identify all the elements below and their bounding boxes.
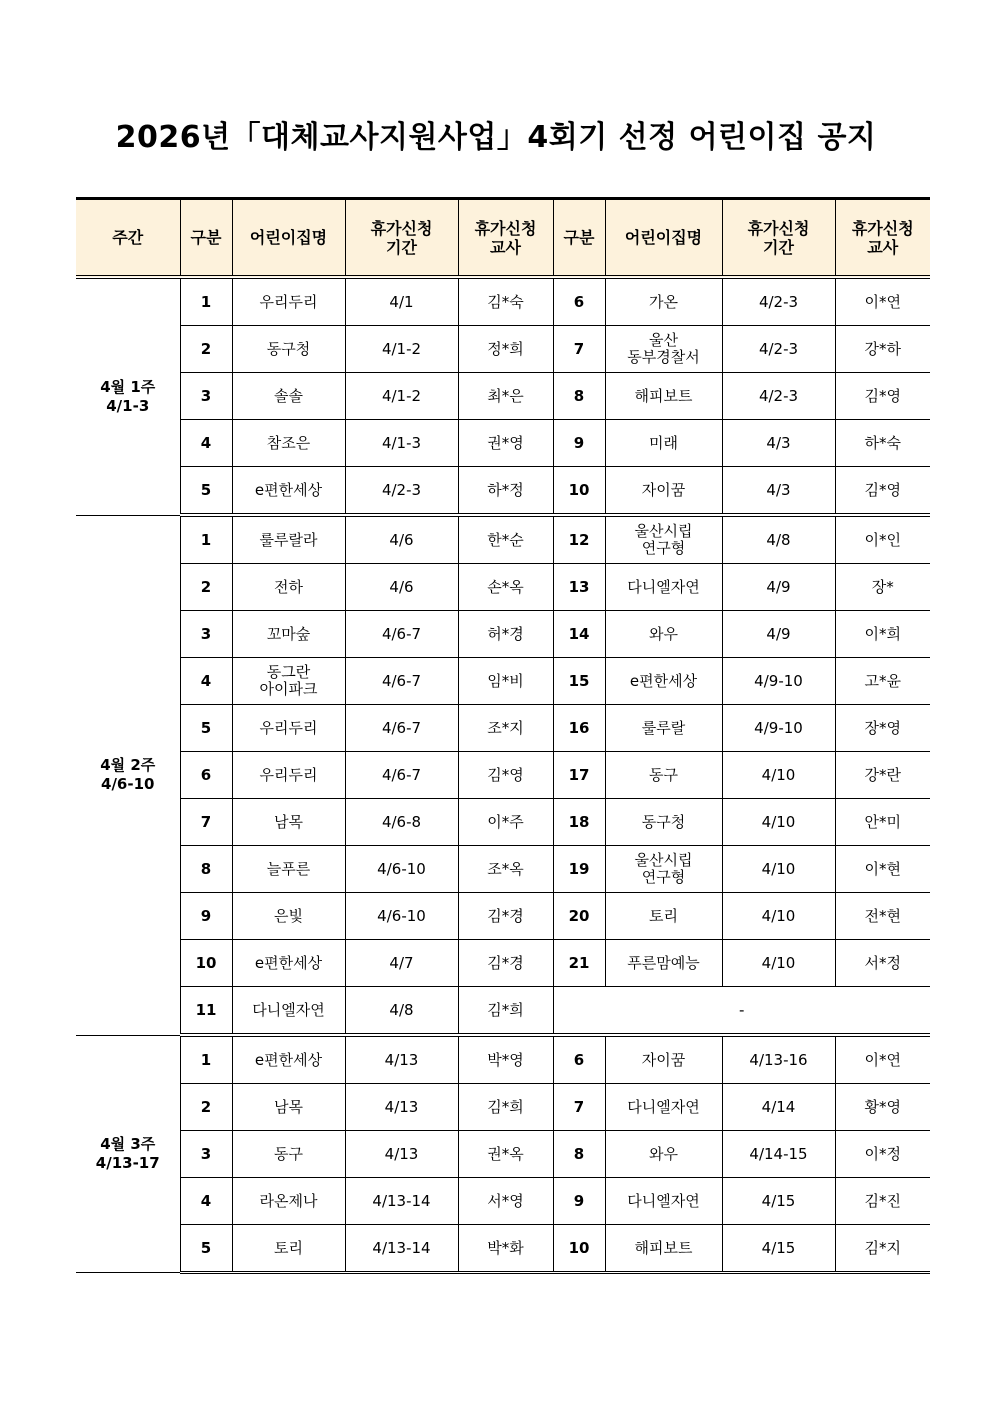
center-name: 동구 (605, 752, 722, 799)
center-name: 해피보트 (605, 373, 722, 420)
leave-period: 4/8 (345, 987, 458, 1036)
center-name: 푸른맘예능 (605, 940, 722, 987)
row-number: 17 (553, 752, 605, 799)
row-number: 1 (180, 1035, 232, 1084)
center-name: 미래 (605, 420, 722, 467)
week-label (76, 1035, 180, 1273)
teacher-name: 김*영 (458, 752, 553, 799)
selection-table (76, 197, 930, 1274)
leave-period: 4/3 (722, 467, 835, 516)
center-name: 동구청 (232, 326, 345, 373)
row-number: 8 (553, 373, 605, 420)
leave-period: 4/13-16 (722, 1035, 835, 1084)
leave-period: 4/13 (345, 1035, 458, 1084)
row-number: 1 (180, 277, 232, 326)
row-number: 2 (180, 1084, 232, 1131)
center-name: e편한세상 (232, 467, 345, 516)
center-name: 꼬마숲 (232, 611, 345, 658)
table-row (76, 373, 930, 420)
teacher-name: 박*영 (458, 1035, 553, 1084)
teacher-name: 이*현 (835, 846, 930, 893)
teacher-name: 이*연 (835, 1035, 930, 1084)
header-teacher-2-line1: 휴가신청 (851, 218, 914, 238)
center-name: 울산 동부경찰서 (605, 326, 722, 373)
center-name: 울산시립 연구형 (605, 515, 722, 564)
leave-period: 4/6-10 (345, 893, 458, 940)
week-label-line1: 4월 1주 (100, 377, 156, 396)
center-name: 울산시립 연구형 (605, 846, 722, 893)
teacher-name: 권*옥 (458, 1131, 553, 1178)
row-number: 6 (553, 277, 605, 326)
row-number: 14 (553, 611, 605, 658)
center-name: 다니엘자연 (605, 1084, 722, 1131)
teacher-name: 이*인 (835, 515, 930, 564)
header-period-2-line2: 기간 (763, 237, 794, 257)
teacher-name: 전*현 (835, 893, 930, 940)
center-name: 남목 (232, 1084, 345, 1131)
row-number: 16 (553, 705, 605, 752)
center-name: 동그란 아이파크 (232, 658, 345, 705)
table-row (76, 420, 930, 467)
teacher-name: 장*영 (835, 705, 930, 752)
teacher-name: 이*주 (458, 799, 553, 846)
leave-period: 4/2-3 (345, 467, 458, 516)
teacher-name: 하*정 (458, 467, 553, 516)
leave-period: 4/10 (722, 940, 835, 987)
row-number: 9 (180, 893, 232, 940)
center-name: 다니엘자연 (605, 564, 722, 611)
teacher-name: 강*하 (835, 326, 930, 373)
header-teacher-line1: 휴가신청 (474, 218, 537, 238)
header-period (345, 199, 458, 278)
leave-period: 4/9-10 (722, 658, 835, 705)
teacher-name: 황*영 (835, 1084, 930, 1131)
center-name: 해피보트 (605, 1225, 722, 1273)
teacher-name: 서*영 (458, 1178, 553, 1225)
center-name: 토리 (605, 893, 722, 940)
row-number: 5 (180, 1225, 232, 1273)
teacher-name: 최*은 (458, 373, 553, 420)
center-name: 남목 (232, 799, 345, 846)
center-name: 라온제나 (232, 1178, 345, 1225)
teacher-name: 김*경 (458, 893, 553, 940)
leave-period: 4/6-7 (345, 658, 458, 705)
teacher-name: 권*영 (458, 420, 553, 467)
center-name: 자이꿈 (605, 467, 722, 516)
row-number: 18 (553, 799, 605, 846)
table-row (76, 611, 930, 658)
table-row (76, 564, 930, 611)
row-number: 8 (180, 846, 232, 893)
center-name: 참조은 (232, 420, 345, 467)
row-number: 2 (180, 326, 232, 373)
center-name: 와우 (605, 611, 722, 658)
leave-period: 4/1-2 (345, 326, 458, 373)
center-name: 우리두리 (232, 277, 345, 326)
teacher-name: 서*정 (835, 940, 930, 987)
week-label-line1: 4월 3주 (100, 1134, 156, 1153)
teacher-name: 김*진 (835, 1178, 930, 1225)
teacher-name: 장* (835, 564, 930, 611)
week-label-line2: 4/1-3 (106, 396, 150, 415)
leave-period: 4/6 (345, 564, 458, 611)
row-number: 13 (553, 564, 605, 611)
header-period-line2: 기간 (386, 237, 417, 257)
leave-period: 4/3 (722, 420, 835, 467)
center-name: 동구 (232, 1131, 345, 1178)
teacher-name: 강*란 (835, 752, 930, 799)
leave-period: 4/15 (722, 1225, 835, 1273)
center-name: 룰루랄라 (232, 515, 345, 564)
leave-period: 4/14-15 (722, 1131, 835, 1178)
teacher-name: 이*연 (835, 277, 930, 326)
leave-period: 4/2-3 (722, 373, 835, 420)
center-name: 동구청 (605, 799, 722, 846)
teacher-name: 김*경 (458, 940, 553, 987)
table-row (76, 515, 930, 564)
row-number: 1 (180, 515, 232, 564)
table-row (76, 893, 930, 940)
leave-period: 4/6-10 (345, 846, 458, 893)
center-name: 룰루랄 (605, 705, 722, 752)
header-name-2: 어린이집명 (605, 199, 722, 278)
leave-period: 4/7 (345, 940, 458, 987)
leave-period: 4/2-3 (722, 326, 835, 373)
teacher-name: 김*숙 (458, 277, 553, 326)
header-teacher-2-line2: 교사 (867, 237, 899, 257)
header-no: 구분 (180, 199, 232, 278)
leave-period: 4/6-7 (345, 752, 458, 799)
row-number: 3 (180, 611, 232, 658)
row-number: 10 (180, 940, 232, 987)
row-number: 5 (180, 705, 232, 752)
week-label-line2: 4/13-17 (95, 1153, 160, 1172)
table-row (76, 277, 930, 326)
page-title: 2026년「대체교사지원사업」4회기 선정 어린이집 공지 (115, 120, 877, 155)
center-name: e편한세상 (232, 1035, 345, 1084)
center-name: 우리두리 (232, 705, 345, 752)
row-number: 9 (553, 1178, 605, 1225)
table-row (76, 1131, 930, 1178)
table-row (76, 752, 930, 799)
row-number: 7 (553, 326, 605, 373)
row-number: 8 (553, 1131, 605, 1178)
leave-period: 4/9-10 (722, 705, 835, 752)
table-row (76, 658, 930, 705)
teacher-name: 박*화 (458, 1225, 553, 1273)
leave-period: 4/10 (722, 846, 835, 893)
row-number: 10 (553, 467, 605, 516)
table-row (76, 326, 930, 373)
teacher-name: 조*옥 (458, 846, 553, 893)
leave-period: 4/1 (345, 277, 458, 326)
week-label-line2: 4/6-10 (101, 775, 155, 793)
header-name: 어린이집명 (232, 199, 345, 278)
teacher-name: 조*지 (458, 705, 553, 752)
row-number: 19 (553, 846, 605, 893)
table-row (76, 987, 930, 1036)
table-row (76, 1035, 930, 1084)
leave-period: 4/14 (722, 1084, 835, 1131)
teacher-name: 손*옥 (458, 564, 553, 611)
leave-period: 4/6-7 (345, 611, 458, 658)
center-name: 늘푸른 (232, 846, 345, 893)
center-name: 다니엘자연 (605, 1178, 722, 1225)
row-number: 6 (553, 1035, 605, 1084)
header-period-2-line1: 휴가신청 (747, 218, 810, 238)
center-name: e편한세상 (605, 658, 722, 705)
center-name: 은빛 (232, 893, 345, 940)
row-number: 4 (180, 420, 232, 467)
table-row (76, 467, 930, 516)
row-number: 5 (180, 467, 232, 516)
center-name: 토리 (232, 1225, 345, 1273)
teacher-name: 김*희 (458, 1084, 553, 1131)
leave-period: 4/6-8 (345, 799, 458, 846)
row-number: 2 (180, 564, 232, 611)
teacher-name: 김*영 (835, 373, 930, 420)
teacher-name: 한*순 (458, 515, 553, 564)
teacher-name: 이*희 (835, 611, 930, 658)
teacher-name: 김*지 (835, 1225, 930, 1273)
teacher-name: 허*경 (458, 611, 553, 658)
center-name: 자이꿈 (605, 1035, 722, 1084)
row-number: 10 (553, 1225, 605, 1273)
leave-period: 4/8 (722, 515, 835, 564)
header-teacher-line2: 교사 (490, 237, 521, 257)
center-name: 솔솔 (232, 373, 345, 420)
leave-period: 4/13 (345, 1084, 458, 1131)
table-row (76, 705, 930, 752)
header-period-line1: 휴가신청 (370, 218, 433, 238)
leave-period: 4/2-3 (722, 277, 835, 326)
week-label (76, 277, 180, 515)
table-row (76, 940, 930, 987)
row-number: 9 (553, 420, 605, 467)
teacher-name: 김*영 (835, 467, 930, 516)
row-number: 3 (180, 1131, 232, 1178)
row-number: 12 (553, 515, 605, 564)
row-number: 7 (180, 799, 232, 846)
header-row (76, 199, 930, 278)
week-label (76, 515, 180, 1035)
row-number: 6 (180, 752, 232, 799)
center-name: 전하 (232, 564, 345, 611)
table-row (76, 846, 930, 893)
leave-period: 4/10 (722, 799, 835, 846)
teacher-name: 고*윤 (835, 658, 930, 705)
teacher-name: 하*숙 (835, 420, 930, 467)
leave-period: 4/10 (722, 752, 835, 799)
header-teacher (458, 199, 553, 278)
week-label-line1: 4월 2주 (100, 756, 156, 774)
table-row (76, 1178, 930, 1225)
row-number: 4 (180, 658, 232, 705)
leave-period: 4/9 (722, 611, 835, 658)
empty-cell: - (553, 987, 930, 1036)
header-period-2 (722, 199, 835, 278)
center-name: 가온 (605, 277, 722, 326)
row-number: 20 (553, 893, 605, 940)
leave-period: 4/13-14 (345, 1225, 458, 1273)
leave-period: 4/13-14 (345, 1178, 458, 1225)
teacher-name: 김*희 (458, 987, 553, 1036)
leave-period: 4/6 (345, 515, 458, 564)
header-week: 주간 (76, 199, 180, 278)
leave-period: 4/6-7 (345, 705, 458, 752)
row-number: 15 (553, 658, 605, 705)
row-number: 4 (180, 1178, 232, 1225)
center-name: 다니엘자연 (232, 987, 345, 1036)
table-row (76, 799, 930, 846)
table-body (76, 277, 930, 1273)
header-no-2: 구분 (553, 199, 605, 278)
teacher-name: 이*정 (835, 1131, 930, 1178)
table-row (76, 1225, 930, 1273)
center-name: 우리두리 (232, 752, 345, 799)
table-row (76, 1084, 930, 1131)
center-name: 와우 (605, 1131, 722, 1178)
leave-period: 4/15 (722, 1178, 835, 1225)
leave-period: 4/9 (722, 564, 835, 611)
leave-period: 4/1-3 (345, 420, 458, 467)
teacher-name: 임*비 (458, 658, 553, 705)
teacher-name: 정*희 (458, 326, 553, 373)
row-number: 11 (180, 987, 232, 1036)
header-teacher-2 (835, 199, 930, 278)
leave-period: 4/10 (722, 893, 835, 940)
row-number: 3 (180, 373, 232, 420)
center-name: e편한세상 (232, 940, 345, 987)
row-number: 21 (553, 940, 605, 987)
row-number: 7 (553, 1084, 605, 1131)
leave-period: 4/13 (345, 1131, 458, 1178)
teacher-name: 안*미 (835, 799, 930, 846)
leave-period: 4/1-2 (345, 373, 458, 420)
